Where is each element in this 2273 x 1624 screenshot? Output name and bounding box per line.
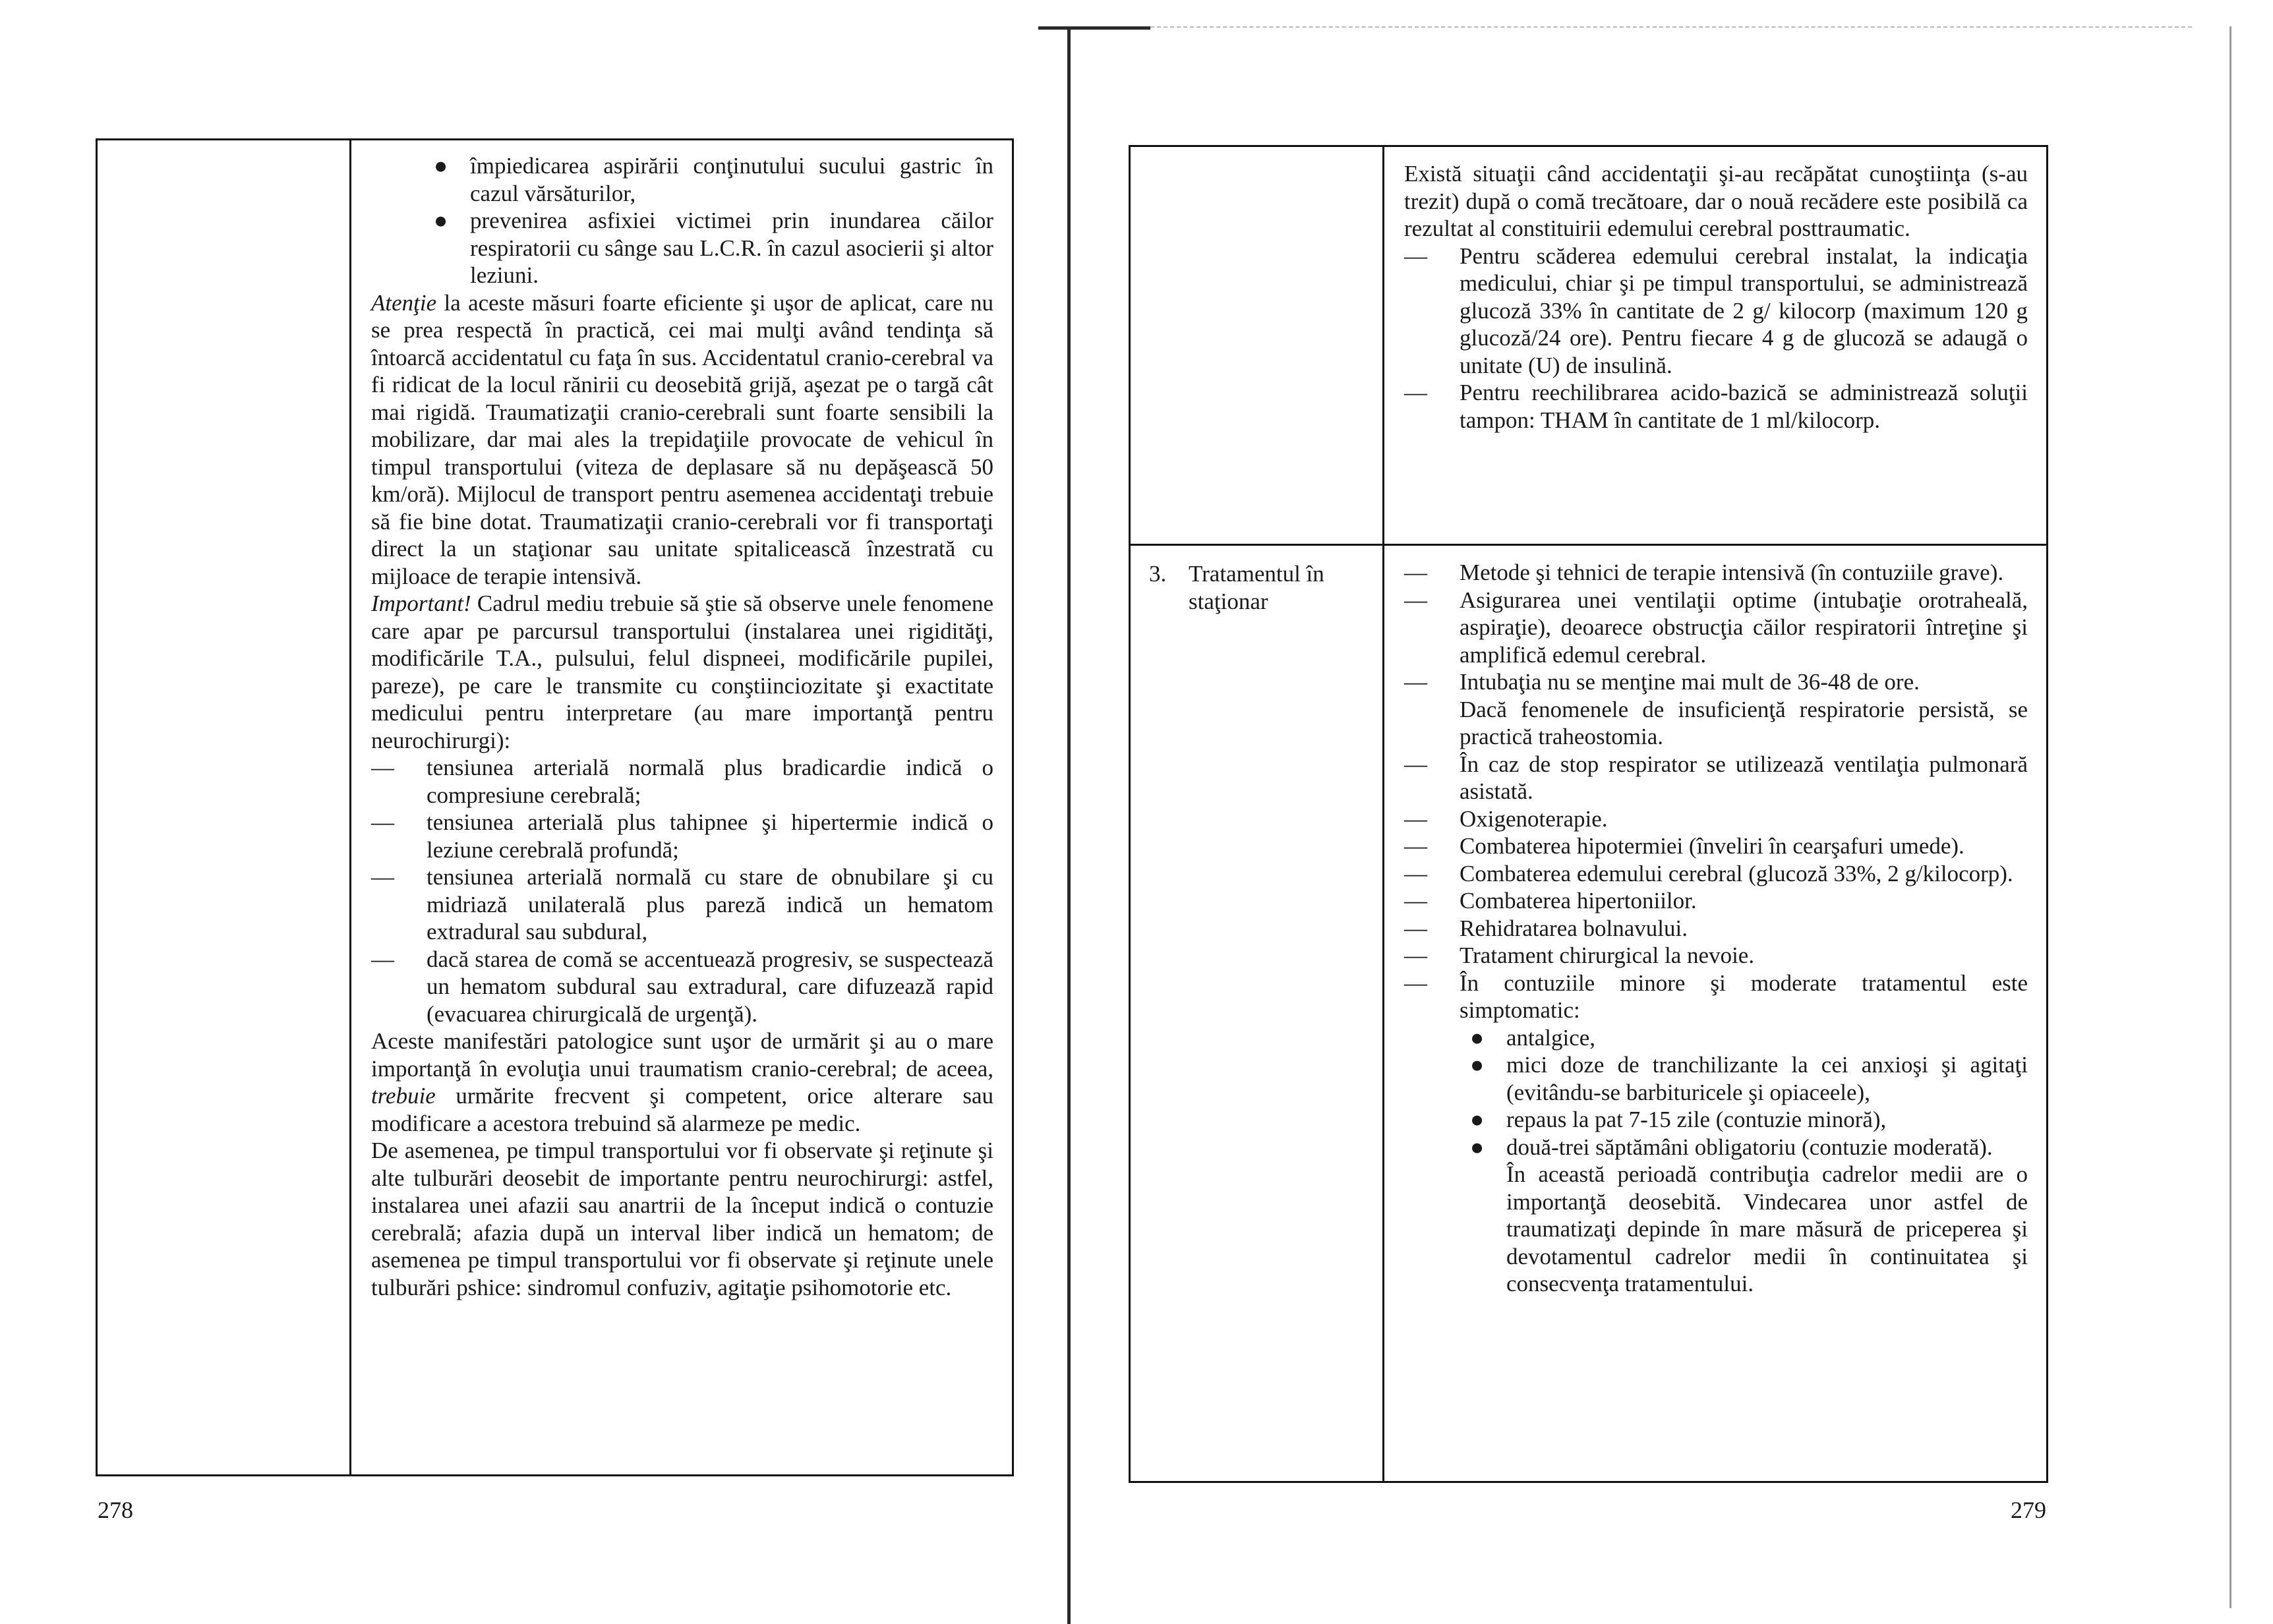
dash-item: — Asigurarea unei ventilaţii optime (intubaţie orotraheală, aspiraţie), deoarece obstrucţia căilor respiratorii întreţine şi amplifică edemul cerebral. [1404, 587, 2028, 668]
dash-icon: — [371, 755, 394, 780]
dash-item: — Pentru scăderea edemului cerebral instalat, la indicaţia medicului, chiar şi pe timpul transportului, se administrează glucoză 33% în cantitate de 2 g/ kilocorp (maximum 120 g glucoză/24 ore). Pentru fiecare 4 g de glucoză se adaugă o unitate (U) de insulină. [1404, 243, 2028, 378]
paragraph-asemenea: De asemenea, pe timpul transportului vor fi observate şi reţinute şi alte tulburări deosebit de importante pentru neurochirurgi: astfel, instalarea unei afazii sau anartrii de la început indică o contuzie cerebrală; afazia după un interval liber indică un hematom; de asemenea pe timpul transportului vor fi observate şi reţinute unele tulburări pshice: sindromul confuziv, agitaţie psihomotorie etc. [371, 1138, 993, 1300]
right-bottom-body-cell [1384, 545, 2048, 1482]
bullet-item: ● mici doze de tranchilizante la cei anxioşi şi agitaţi (evitându-se barbituricele şi opiaceele), [1470, 1052, 2028, 1105]
dash-icon: — [1404, 751, 1427, 777]
dash-icon: — [1404, 888, 1427, 914]
dash-item: — Pentru reechilibrarea acido-bazică se administrează soluţii tampon: THAM în cantitate de 1 ml/kilocorp. [1404, 380, 2028, 433]
bullet-icon: ● [1470, 1107, 1485, 1132]
right-page-table [1129, 145, 2048, 1483]
dash-icon: — [1404, 970, 1427, 996]
bullet-icon: ● [434, 153, 448, 179]
bullet-item: ● repaus la pat 7-15 zile (contuzie minoră), [1470, 1107, 1887, 1132]
dash-item: — tensiunea arterială plus tahipnee şi hipertermie indică o leziune cerebrală profundă; [371, 809, 993, 863]
page-number: 279 [2011, 1497, 2046, 1523]
dash-item: — Intubaţia nu se menţine mai mult de 36-48 de ore. [1404, 669, 1920, 695]
page-number: 278 [98, 1497, 133, 1523]
paragraph-atentie: Atenţie la aceste măsuri foarte eficiente şi uşor de aplicat, care nu se prea respectă în practică, cei mai mulţi având tendinţa să întoarcă accidentatul cu faţa în sus. Accidentatul cranio-cerebral va fi ridicat de la locul rănirii cu deosebită grijă, aşezat pe o targă cât mai rigidă. Traumatizaţii cranio-cerebrali sunt foarte sensibili la mobilizare, dar mai ales la trepidaţiile provocate de vehicul în timpul transportului (viteza de deplasare să nu depăşească 50 km/oră). Mijlocul de transport pentru asemenea accidentaţi trebuie să fie bine dotat. Traumatizaţii cranio-cerebrali vor fi transportaţi direct la un staţionar sau unitate spitalicească înzestrată cu mijloace de terapie intensivă. [371, 289, 994, 589]
dash-item: — Combaterea edemului cerebral (glucoză 33%, 2 g/kilocorp). [1404, 860, 2013, 886]
section-title-cell [1130, 545, 1384, 1482]
dash-icon: — [1404, 942, 1427, 968]
paragraph-important: Important! Cadrul mediu trebuie să ştie să observe unele fenomene care apar pe parcursul transportului (instalarea unei rigidităţi, modificările T.A., pulsului, felul dispneei, modificările pupilei, pareze), pe care le transmite cu conştiinciozitate şi exactitate medicului pentru interpretare (au mare importanţă pentru neurochirurgi): [371, 591, 994, 753]
dash-item: — Combaterea hipertoniilor. [1404, 888, 1697, 914]
dash-item: — tensiunea arterială normală cu stare de obnubilare şi cu midriază unilaterală plus pareză indică un hematom extradural sau subdural, [371, 864, 993, 944]
dash-icon: — [1404, 587, 1427, 613]
dash-icon: — [1404, 860, 1427, 886]
section-title-line-2: staţionar [1189, 588, 1268, 614]
dash-icon: — [1404, 380, 1427, 405]
bullet-icon: ● [1470, 1134, 1485, 1160]
label-atentie: Atenţie [371, 289, 437, 316]
label-important: Important! [371, 591, 471, 616]
paragraph-aceste: Aceste manifestări patologice sunt uşor de urmărit şi au o mare importanţă în evoluţia unui traumatism cranio-cerebral; de aceea, trebuie urmărite frecvent şi competent, orice alterare sau modificare a acestora trebuind să alarmeze pe medic. [371, 1028, 993, 1136]
right-empty-cell [1130, 146, 1384, 545]
dash-icon: — [371, 809, 394, 835]
paragraph-intro: Există situaţii când accidentaţii şi-au recăpătat cunoştiinţa (s-au trezit) după o comă trecătoare, dar o nouă recădere este posibilă ca rezultat al constituirii edemului cerebral posttraumatic. [1404, 161, 2028, 241]
bullet-item: ● împiedicarea aspirării conţinutului sucului gastric în cazul vărsăturilor, [434, 153, 993, 206]
right-top-body-cell [1384, 146, 2048, 545]
bullet-icon: ● [434, 208, 448, 233]
dash-item: — tensiunea arterială normală plus bradicardie indică o compresiune cerebrală; [371, 755, 993, 808]
dash-item: — În caz de stop respirator se utilizează ventilaţia pulmonară asistată. [1404, 751, 2028, 804]
dash-icon: — [1404, 560, 1427, 585]
dash-item: — Combaterea hipotermiei (înveliri în cearşafuri umede). [1404, 833, 1964, 859]
dash-item: — Metode şi tehnici de terapie intensivă (în contuziile grave). [1404, 560, 2004, 585]
section-number: 3. [1149, 561, 1167, 587]
dash-item: — Tratament chirurgical la nevoie. [1404, 942, 1755, 968]
dash-item: — Oxigenoterapie. [1404, 805, 1608, 832]
bullet-icon: ● [1470, 1052, 1485, 1078]
dash-item: — dacă starea de comă se accentuează progresiv, se suspectează un hematom subdural sau extradural, care difuzează rapid (evacuarea chirurgicală de urgenţă). [371, 946, 993, 1027]
note-insuficienta: Dacă fenomenele de insuficienţă respiratorie persistă, se practică traheostomia. [1460, 696, 2028, 749]
bullet-item: ● două-trei săptămâni obligatoriu (contuzie moderată). [1470, 1134, 1993, 1160]
dash-icon: — [1404, 915, 1427, 941]
bullet-item: ● prevenirea asfixiei victimei prin inundarea căilor respiratorii cu sânge sau L.C.R. în cazul asocierii şi altor leziuni. [434, 208, 993, 288]
dash-icon: — [1404, 805, 1427, 832]
dash-item: — Rehidratarea bolnavului. [1404, 915, 1688, 941]
bullet-item: ● antalgice, [1470, 1024, 1596, 1051]
dash-icon: — [371, 946, 394, 972]
bullet-icon: ● [1470, 1024, 1485, 1051]
dash-icon: — [1404, 833, 1427, 859]
dash-item: — În contuziile minore şi moderate tratamentul este simptomatic: [1404, 970, 2028, 1023]
dash-icon: — [1404, 243, 1427, 269]
dash-icon: — [1404, 669, 1427, 695]
section-title-line-1: 3. Tratamentul în [1149, 561, 1324, 587]
dash-icon: — [371, 864, 394, 890]
closing-note: În această perioadă contribuţia cadrelor medii are o importanţă deosebită. Vindecarea unor astfel de traumatizaţi depinde în mare măsură de priceperea şi devotamentul cadrelor medii în continuitatea şi consecvenţa tratamentului. [1506, 1161, 2028, 1296]
